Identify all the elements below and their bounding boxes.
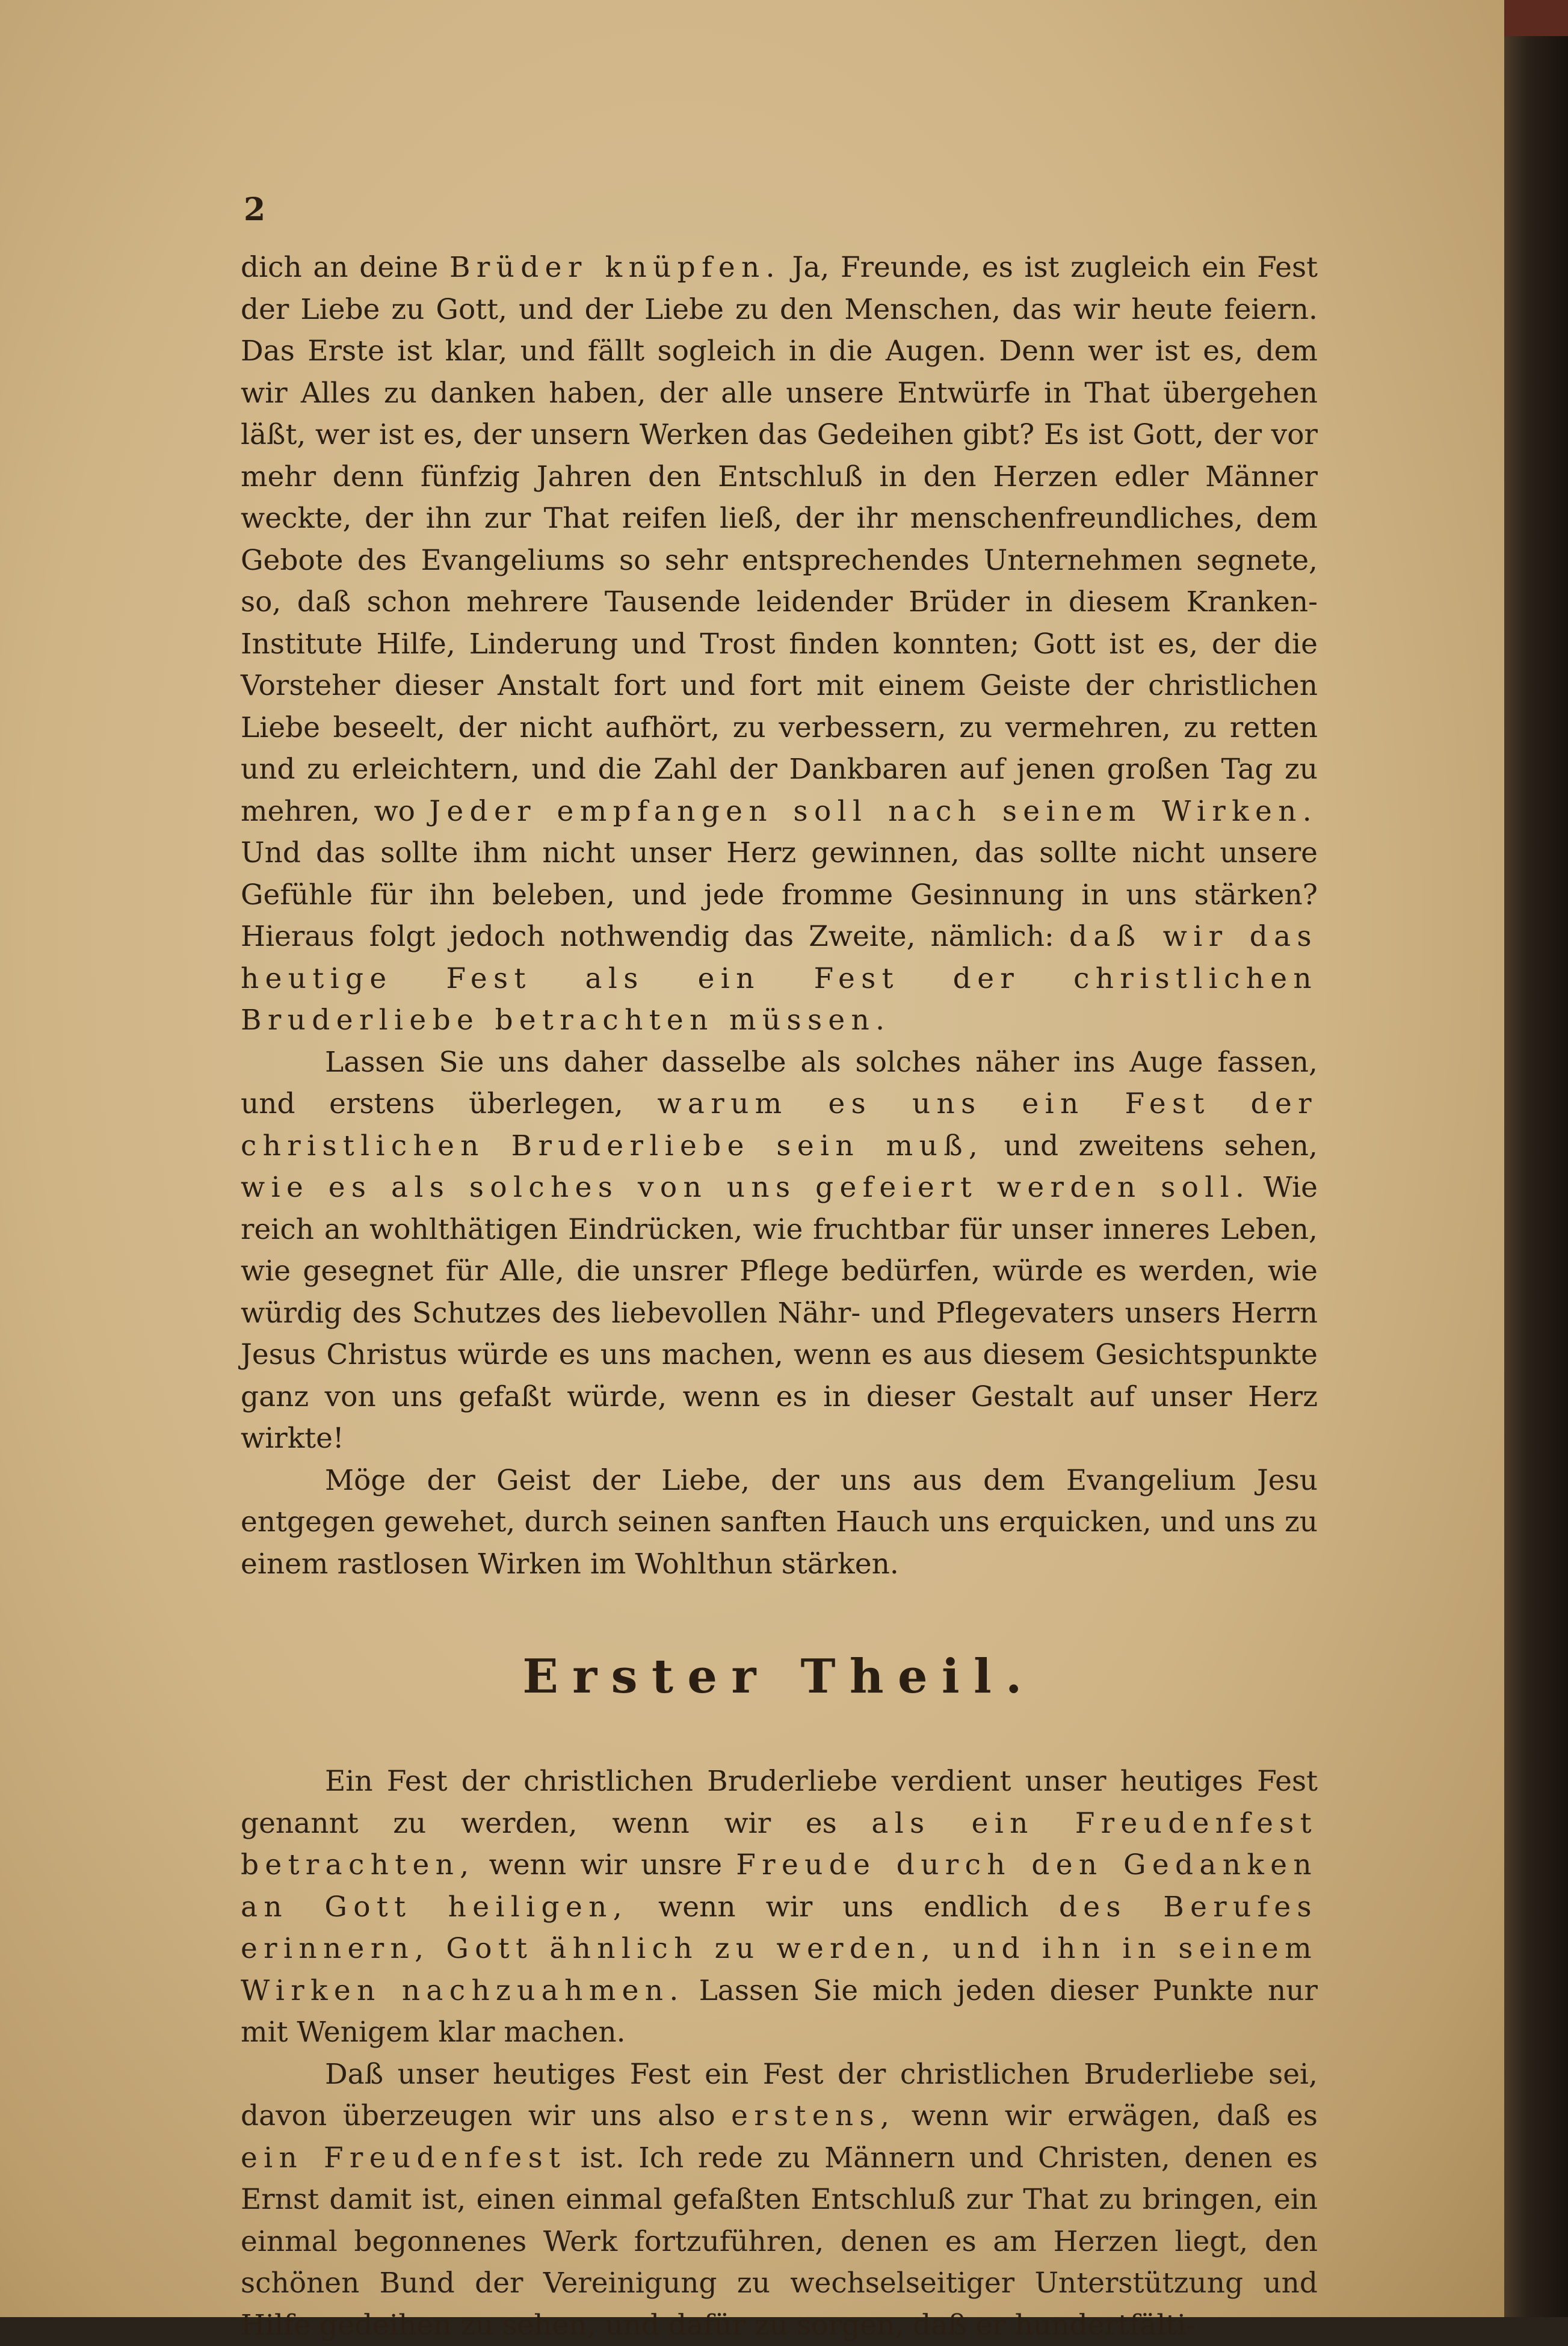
text-run: Lassen Sie uns daher dasselbe als solches näher ins Auge fassen, und erstens überlegen, <box>241 1046 1318 1121</box>
paragraph-intro-3: Möge der Geist der Liebe, der uns aus dem Evangelium Jesu entgegen gewehet, durch seinen sanften Hauch uns erquicken, und uns zu einem rastlosen Wirken im Wohlthun stärken. <box>241 1460 1318 1585</box>
spaced-text: daß wir das heutige Fest als ein Fest der christlichen Bruderliebe betrachten müssen. <box>241 920 1318 1037</box>
body-text <box>241 247 1318 2346</box>
text-run: wenn wir erwägen, daß es <box>895 2099 1318 2132</box>
paragraph-part1-1 <box>241 1761 1318 2054</box>
spaced-text: als ein Freudenfest betrachten, <box>241 1807 1318 1882</box>
spaced-text: Brüder knüpfen. <box>449 251 781 284</box>
paragraph-intro-1 <box>241 247 1318 1042</box>
text-run: dich an deine <box>241 251 449 284</box>
spaced-text: Freude durch den Gedanken an Gott heiligen, <box>241 1848 1318 1924</box>
text-run: Und das sollte ihm nicht unser Herz gewinnen, das sollte nicht unsere Gefühle für ihn beleben, und jede fromme Gesinnung in uns stärken? Hieraus folgt jedoch nothwendig das Zweite, nämlich: <box>241 836 1318 953</box>
section-heading: Erster Theil. <box>241 1650 1318 1704</box>
text-run: Ja, Freunde, es ist zugleich ein Fest der Liebe zu Gott, und der Liebe zu den Menschen, das wir heute feiern. Das Erste ist klar, und fällt sogleich in die Augen. Denn wer ist es, dem wir Alles zu danken haben, der alle unsere Entwürfe in That übergehen läßt, wer ist es, der unsern Werken das Gedeihen gibt? Es ist Gott, der vor mehr denn fünfzig Jahren den Entschluß in den Herzen edler Männer weckte, der ihn zur That reifen ließ, der ihr menschenfreundliches, dem Gebote des Evangeliums so sehr entsprechendes Unternehmen segnete, so, daß schon mehrere Tausende leidender Brüder in diesem Kranken-Institute Hilfe, Linderung und Trost finden konnten; Gott ist es, der die Vorsteher dieser Anstalt fort und fort mit einem Geiste der christlichen Liebe beseelt, der nicht aufhört, zu verbessern, zu vermehren, zu retten und zu erleichtern, und die Zahl der Dankbaren auf jenen großen Tag zu mehren, wo <box>241 251 1318 828</box>
paragraph-part1-2 <box>241 2054 1318 2346</box>
text-run: wenn wir unsre <box>475 1848 736 1881</box>
spaced-text: ein Freudenfest <box>241 2141 566 2175</box>
page-number: 2 <box>244 191 265 228</box>
text-run: Ein Fest der christlichen Bruderliebe verdient unser heutiges Fest genannt zu werden, wenn wir es <box>241 1765 1318 1840</box>
spaced-text: warum es uns ein Fest der christlichen Bruderliebe sein muß, <box>241 1087 1318 1162</box>
paragraph-intro-2 <box>241 1042 1318 1460</box>
text-run: wenn wir uns endlich <box>628 1891 1059 1924</box>
spaced-text: Jeder empfangen soll nach seinem Wirken. <box>429 795 1318 828</box>
book-cover-corner <box>1504 0 1568 36</box>
book-spine-edge <box>1504 0 1568 2317</box>
spaced-text: wie es als solches von uns gefeiert werden soll. <box>241 1171 1250 1204</box>
text-run: Wie reich an wohlthätigen Eindrücken, wie fruchtbar für unser inneres Leben, wie gesegnet für Alle, die unsrer Pflege bedürfen, würde es werden, wie würdig des Schutzes des liebevollen Nähr- und Pflegevaters unsers Herrn Jesus Christus würde es uns machen, wenn es aus diesem Gesichtspunkte ganz von uns gefaßt würde, wenn es in dieser Gestalt auf unser Herz wirkte! <box>241 1171 1318 1455</box>
spaced-text: erstens, <box>731 2099 895 2132</box>
text-run: ist. Ich rede zu Männern und Christen, denen es Ernst damit ist, einen einmal gefaßten Entschluß zur That zu bringen, ein einmal begonnenes Werk fortzuführen, denen es am Herzen liegt, den schönen Bund der Vereinigung zu wechselseitiger Unterstützung und Hilfe gedeihen zu sehen, und dafür zu sorgen, daß er hundertfälti- <box>241 2141 1318 2342</box>
text-run: und zweitens sehen, <box>984 1129 1318 1162</box>
spaced-text: des Berufes erinnern, Gott ähnlich zu werden, und ihn in seinem Wirken nachzuahmen. <box>241 1891 1318 2007</box>
text-run: Daß unser heutiges Fest ein Fest der christlichen Bruderliebe sei, davon überzeugen wir uns also <box>241 2058 1318 2133</box>
text-run: Lassen Sie mich jeden dieser Punkte nur mit Wenigem klar machen. <box>241 1974 1318 2049</box>
